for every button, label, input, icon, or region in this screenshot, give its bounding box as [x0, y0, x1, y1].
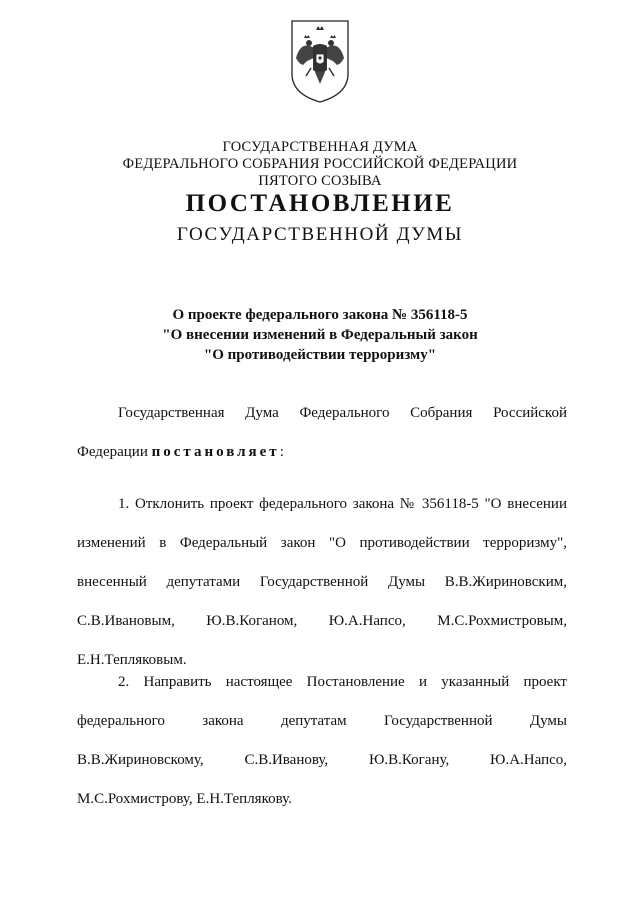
preamble-line-2: [77, 433, 567, 472]
subject-line-1: О проекте федерального закона № 356118-5: [172, 307, 468, 323]
preamble-line-1: Государственная Дума Федерального Собрания Российской: [118, 405, 567, 421]
subject-line-3: "О противодействии терроризму": [203, 347, 437, 363]
document-subject: [0, 305, 640, 365]
clause-1-line-2: изменений в Федеральный закон "О противодействии терроризму",: [77, 535, 567, 551]
clause-2: [77, 663, 567, 819]
clause-1: [77, 485, 567, 680]
clause-2-line-1: 2. Направить настоящее Постановление и указанный проект: [118, 674, 567, 690]
clause-2-line-4: М.С.Рохмистрову, Е.Н.Теплякову.: [77, 791, 292, 807]
issuing-body: [0, 139, 640, 190]
preamble: [77, 394, 567, 472]
clause-2-line-2: федерального закона депутатам Государственной Думы: [77, 713, 567, 729]
document-title: ПОСТАНОВЛЕНИЕ: [185, 190, 455, 217]
clause-2-line-3: В.В.Жириновскому, С.В.Иванову, Ю.В.Когану, Ю.А.Напсо,: [77, 752, 567, 768]
double-headed-eagle-icon: [289, 18, 351, 104]
org-line-3: ПЯТОГО СОЗЫВА: [258, 173, 382, 189]
org-line-2: ФЕДЕРАЛЬНОГО СОБРАНИЯ РОССИЙСКОЙ ФЕДЕРАЦИИ: [122, 156, 518, 172]
org-line-1: ГОСУДАРСТВЕННАЯ ДУМА: [222, 139, 418, 155]
decree-keyword: постановляет: [151, 444, 280, 460]
clause-1-line-1: 1. Отклонить проект федерального закона № 356118-5 "О внесении: [118, 496, 567, 512]
clause-1-line-3: внесенный депутатами Государственной Думы В.В.Жириновским,: [77, 574, 567, 590]
state-emblem: [289, 18, 351, 104]
clause-1-line-5: Е.Н.Тепляковым.: [77, 652, 187, 668]
subject-line-2: "О внесении изменений в Федеральный закон: [162, 327, 478, 343]
document-subtitle: ГОСУДАРСТВЕННОЙ ДУМЫ: [176, 224, 464, 245]
clause-1-line-4: С.В.Ивановым, Ю.В.Коганом, Ю.А.Напсо, М.С.Рохмистровым,: [77, 613, 567, 629]
preamble-colon: :: [279, 444, 284, 460]
preamble-federation: Федерации: [77, 444, 148, 460]
